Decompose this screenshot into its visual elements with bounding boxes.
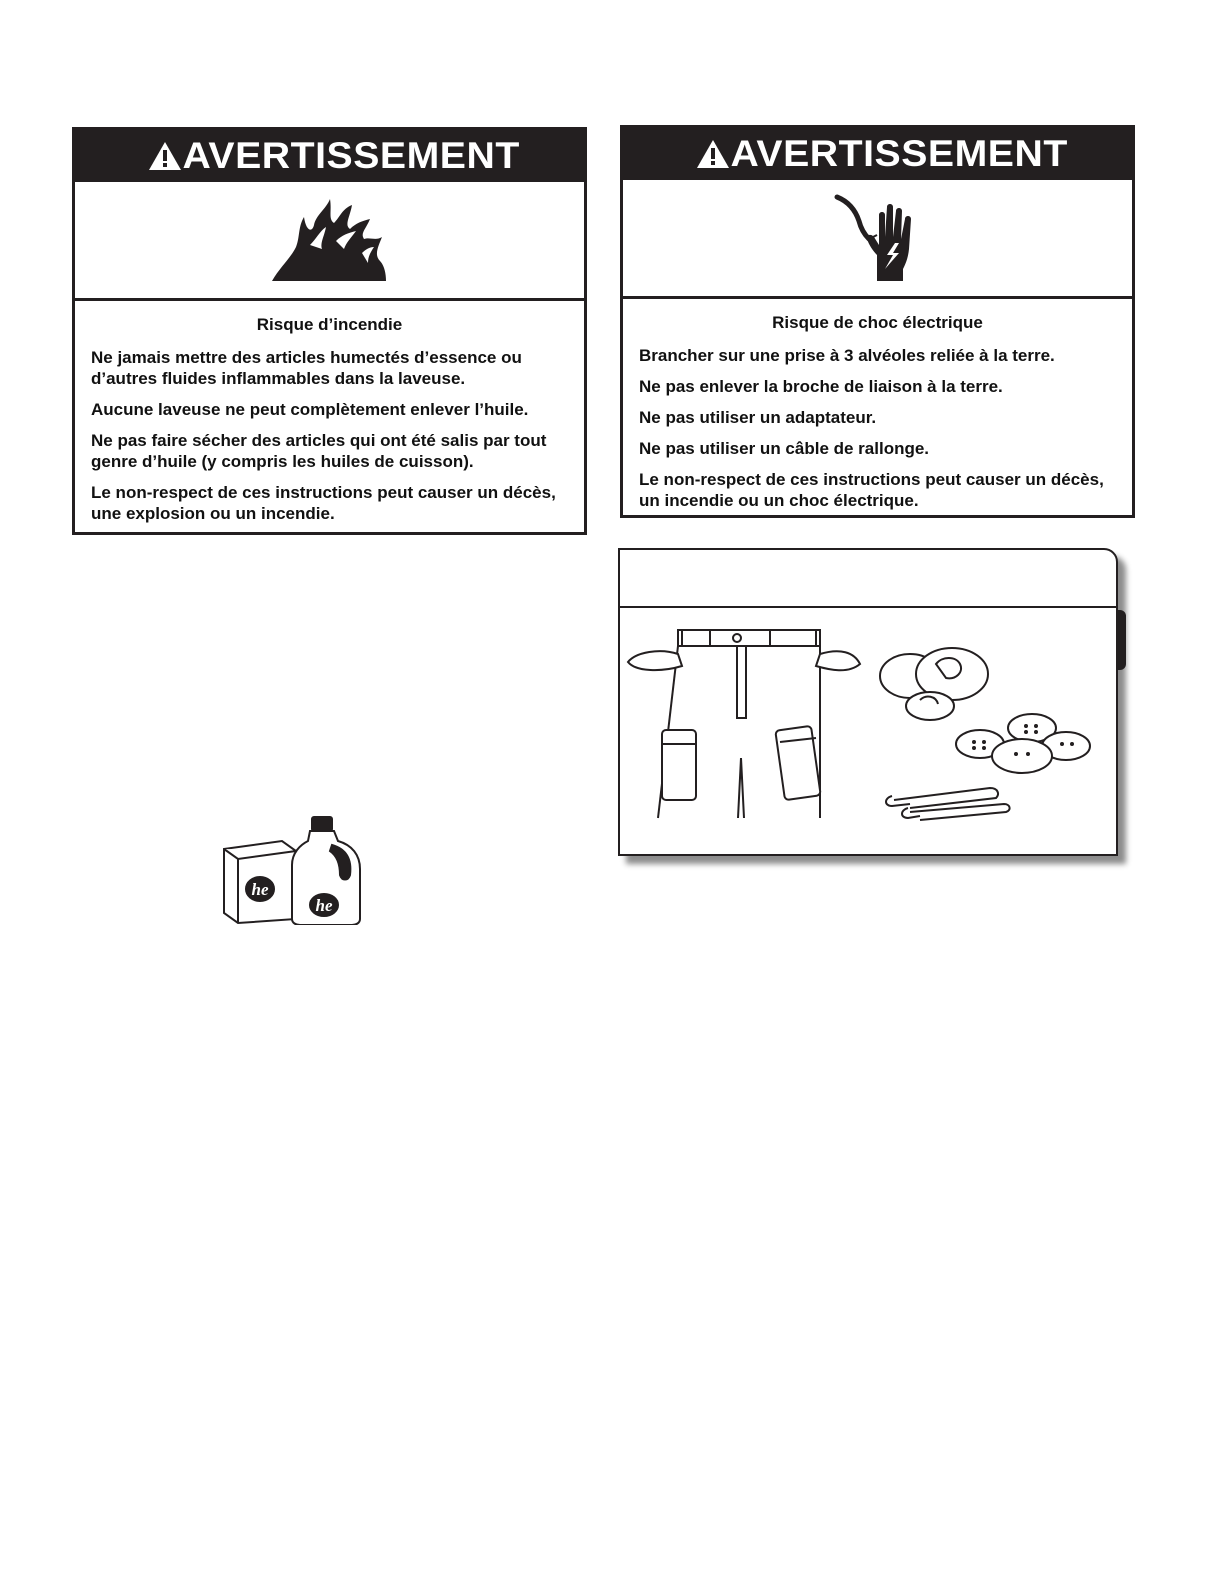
warning-line: Le non-respect de ces instructions peut causer un décès, un incendie ou un choc électrique. <box>639 470 1104 510</box>
buttons-icon <box>956 714 1090 773</box>
warning-header <box>623 128 1132 180</box>
warning-title: AVERTISSEMENT <box>182 135 521 176</box>
shock-warning-text <box>623 299 1132 533</box>
warning-line: Le non-respect de ces instructions peut causer un décès, une explosion ou un incendie. <box>91 483 556 523</box>
fire-warning-text <box>75 301 584 546</box>
fire-icon-cell <box>75 182 584 301</box>
warning-subtitle: Risque d’incendie <box>256 315 403 334</box>
fire-icon <box>270 197 390 283</box>
warning-line: Ne pas enlever la broche de liaison à la terre. <box>639 377 1003 396</box>
warning-header <box>75 130 584 182</box>
warning-line: Brancher sur une prise à 3 alvéoles reliée à la terre. <box>639 346 1055 365</box>
shock-icon-cell <box>623 180 1132 299</box>
shock-warning-box <box>620 125 1135 518</box>
warning-line: Ne pas faire sécher des articles qui ont été salis par tout genre d’huile (y compris les huiles de cuisson). <box>91 431 547 471</box>
he-detergent-box-icon <box>224 841 296 923</box>
panel-header <box>620 550 1116 608</box>
warning-line: Ne pas utiliser un câble de rallonge. <box>639 439 930 458</box>
he-logo-text: he <box>251 880 269 899</box>
panel-tab <box>1116 610 1126 670</box>
warning-title: AVERTISSEMENT <box>730 133 1069 174</box>
empty-pockets-pants-icon <box>628 630 860 818</box>
empty-pockets-panel <box>618 548 1118 856</box>
warning-line: Ne pas utiliser un adaptateur. <box>639 408 877 427</box>
he-logo-text: he <box>315 896 333 915</box>
warning-triangle-icon <box>148 141 182 171</box>
he-detergent-bottle-icon <box>292 817 360 925</box>
empty-pockets-illustration <box>620 608 1116 856</box>
coins-icon <box>880 648 988 720</box>
warning-line: Aucune laveuse ne peut complètement enlever l’huile. <box>91 400 529 419</box>
warning-triangle-icon <box>696 139 730 169</box>
warning-line: Ne jamais mettre des articles humectés d’essence ou d’autres fluides inflammables dans la laveuse. <box>91 348 522 388</box>
he-detergent-illustration <box>220 815 365 925</box>
fire-warning-box <box>72 127 587 535</box>
safety-pins-icon <box>886 788 1010 820</box>
warning-subtitle: Risque de choc électrique <box>772 313 983 332</box>
electric-shock-hand-icon <box>833 193 923 283</box>
